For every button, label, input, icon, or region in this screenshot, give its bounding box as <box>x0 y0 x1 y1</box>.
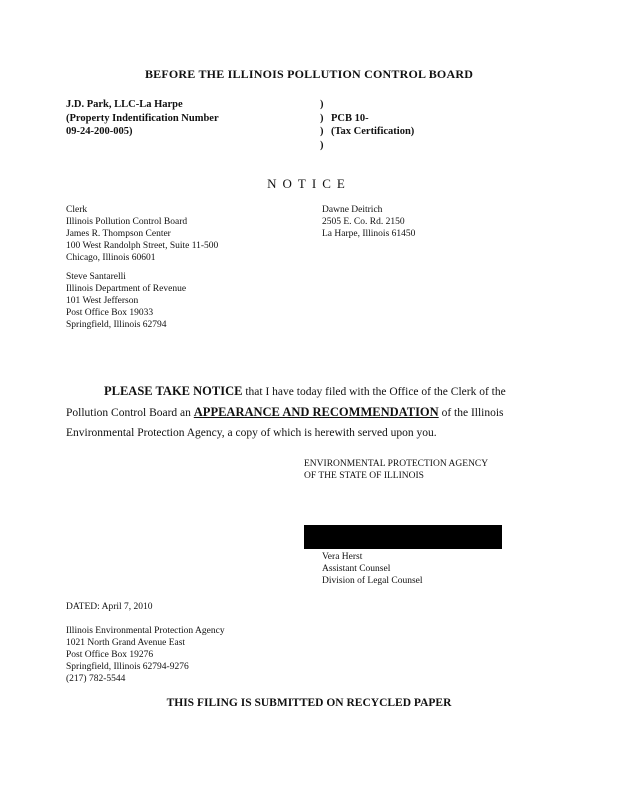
paragraph-text: Pollution Control Board an <box>66 407 194 419</box>
address-line: Chicago, Illinois 60601 <box>66 253 156 263</box>
agency-line: ENVIRONMENTAL PROTECTION AGENCY <box>304 459 489 469</box>
case-number: PCB 10- <box>331 112 369 124</box>
document-title: BEFORE THE ILLINOIS POLLUTION CONTROL BOARD <box>144 67 474 81</box>
address-party <box>322 204 415 240</box>
address-line: Springfield, Illinois 62794 <box>66 320 167 330</box>
caption-line: (Property Indentification Number <box>66 112 219 124</box>
address-line: Springfield, Illinois 62794-9276 <box>66 662 189 672</box>
address-line: Dawne Deitrich <box>322 205 383 215</box>
caption-paren: ) <box>320 139 324 151</box>
agency-line: OF THE STATE OF ILLINOIS <box>304 471 424 481</box>
address-line: Steve Santarelli <box>66 272 126 282</box>
caption-paren: ) <box>320 99 324 110</box>
case-type: (Tax Certification) <box>331 126 415 137</box>
paragraph-line-2 <box>66 402 506 423</box>
redacted-signature <box>304 525 502 549</box>
address-line: 101 West Jefferson <box>66 296 139 306</box>
notice-lead: PLEASE TAKE NOTICE <box>104 384 243 398</box>
caption-line: J.D. Park, LLC-La Harpe <box>66 99 183 110</box>
paragraph-line-1 <box>66 381 506 402</box>
signature-block <box>322 551 423 587</box>
paragraph-text: Environmental Protection Agency, a copy of which is herewith served upon you. <box>66 427 437 439</box>
return-address <box>66 625 225 685</box>
address-line: James R. Thompson Center <box>66 229 171 239</box>
signer-division: Division of Legal Counsel <box>322 576 423 586</box>
agency-block <box>304 458 488 482</box>
caption-parentheses <box>320 98 324 152</box>
address-line: Clerk <box>66 205 88 215</box>
address-line: Post Office Box 19033 <box>66 308 154 318</box>
address-revenue <box>66 271 186 331</box>
address-clerk <box>66 204 218 264</box>
signer-name: Vera Herst <box>322 552 363 562</box>
address-line: Illinois Pollution Control Board <box>66 217 188 227</box>
address-line: 1021 North Grand Avenue East <box>66 638 186 648</box>
paragraph-line-3 <box>66 423 506 443</box>
address-line: Post Office Box 19276 <box>66 650 154 660</box>
caption-paren: ) <box>320 112 324 124</box>
notice-paragraph <box>66 381 506 443</box>
case-caption-number <box>331 112 414 139</box>
address-line: 2505 E. Co. Rd. 2150 <box>322 217 405 227</box>
notice-heading: NOTICE <box>267 176 351 191</box>
address-line: Illinois Environmental Protection Agency <box>66 626 225 636</box>
dated-line: DATED: April 7, 2010 <box>66 602 153 612</box>
address-line: La Harpe, Illinois 61450 <box>322 229 416 239</box>
address-line: Illinois Department of Revenue <box>66 284 187 294</box>
paragraph-text: that I have today filed with the Office of the Clerk of the <box>242 386 506 398</box>
caption-paren: ) <box>320 126 324 137</box>
filing-title: APPEARANCE AND RECOMMENDATION <box>193 405 439 419</box>
address-line: (217) 782-5544 <box>66 674 126 684</box>
paragraph-text: of the Illinois <box>438 407 504 419</box>
recycled-paper-footer: THIS FILING IS SUBMITTED ON RECYCLED PAPER <box>166 697 452 709</box>
case-caption-parties <box>66 98 219 139</box>
caption-line: 09-24-200-005) <box>66 126 133 137</box>
address-line: 100 West Randolph Street, Suite 11-500 <box>66 241 219 251</box>
signer-title: Assistant Counsel <box>322 564 391 574</box>
